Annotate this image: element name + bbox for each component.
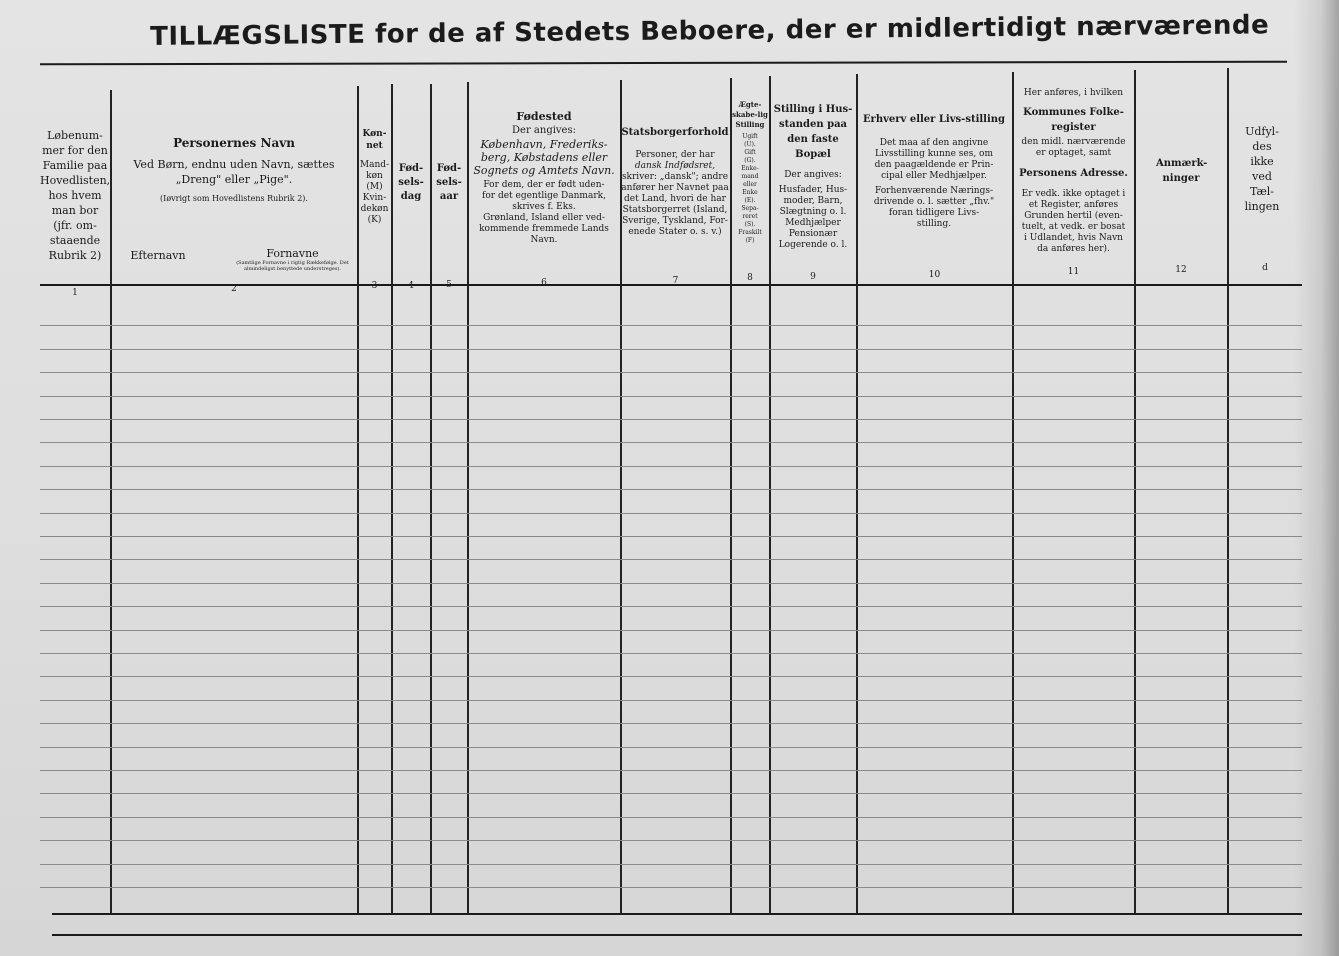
col-num-1: 1 <box>72 288 78 298</box>
entry-row-line <box>40 396 1302 397</box>
col-num-7: 7 <box>672 276 679 286</box>
entry-row-line <box>40 630 1302 631</box>
entry-row-line <box>40 700 1302 701</box>
entry-row-line <box>40 747 1302 748</box>
header-col-7: Statsborgerforhold Personer, der har dansk Indfødsret, skriver: „dansk"; andre anfører her Navnet paa det Land, hvori de har Statsborgerret (Island, Sverige, Tyskland, For- enede Stater o. s. v.) <box>621 127 729 237</box>
header-col-6: Fødested Der angives: København, Frederiks- berg, Købstadens eller Sognets og Amtets Navn. For dem, der er født uden- for det egentlige Danmark, skrives f. Eks. Grønland, Island eller ved- kommende fremmede Lands Navn. <box>473 110 615 245</box>
entry-row-line <box>40 349 1302 350</box>
col-num-d: d <box>1262 263 1268 273</box>
entry-row-line <box>40 489 1302 490</box>
entry-row-line <box>40 653 1302 654</box>
header-col-d: Udfyl- des ikke ved Tæl- lingen <box>1244 125 1280 213</box>
entry-row-line <box>40 606 1302 607</box>
header-col-8: Ægte-skabe-lig Stilling Ugift (U). Gift (G). Enke- mand eller Enke (E). Sepa- reret (S). Fraskilt (F) <box>732 100 768 244</box>
entry-row-line <box>40 325 1302 326</box>
entry-rows-area[interactable] <box>40 302 1302 914</box>
entry-row-line <box>40 466 1302 467</box>
entry-row-line <box>40 793 1302 794</box>
header-col-11: Her anføres, i hvilken Kommunes Folke-register den midl. nærværende er optaget, samt Personens Adresse. Er vedk. ikke optaget i et Register, anføres Grunden hertil (even- tuelt, at vedk. er bosat i Udlandet, hvis Navn da anføres her). <box>1019 88 1128 254</box>
entry-row-line <box>40 536 1302 537</box>
entry-row-line <box>40 419 1302 420</box>
col-num-11: 11 <box>1067 267 1080 277</box>
header-col-2-surname: Efternavn <box>130 250 186 261</box>
header-col-2-firstnames: Fornavne (Samtlige Fornavne i rigtig Rækkefølge. Det almindeligst benyttede understreges). <box>236 248 349 272</box>
entry-row-line <box>40 840 1302 841</box>
header-col-5: Fød-sels-aar <box>436 163 462 202</box>
entry-row-line <box>40 770 1302 771</box>
header-col-4: Fød-sels-dag <box>398 163 424 202</box>
entry-row-line <box>40 817 1302 818</box>
header-col-9: Stilling i Hus-standen paa den faste Bopæl Der angives: Husfader, Hus- moder, Barn, Slægtning o. l. Medhjælper Pensionær Logerende o. l. <box>773 104 853 250</box>
header-col-3: Køn-net Mand- køn (M) Kvin- dekøn (K) <box>359 129 390 225</box>
col-num-12: 12 <box>1175 265 1187 275</box>
col-num-9: 9 <box>810 272 816 282</box>
entry-row-line <box>40 513 1302 514</box>
header-col-2: Personernes Navn Ved Børn, endnu uden Navn, sættes „Dreng" eller „Pige". (Iøvrigt som Hovedlistens Rubrik 2). <box>133 136 335 203</box>
col-num-2: 2 <box>231 284 237 294</box>
entry-row-line <box>40 442 1302 443</box>
col-num-5: 5 <box>446 280 452 290</box>
entry-row-line <box>40 676 1302 677</box>
entry-row-line <box>40 864 1302 865</box>
header-col-1: Løbenum- mer for den Familie paa Hovedlisten, hos hvem man bor (jfr. om- staaende Rubrik 2) <box>40 129 110 262</box>
entry-row-line <box>40 559 1302 560</box>
col-num-8: 8 <box>747 273 753 283</box>
form-title: TILLÆGSLISTE for de af Stedets Beboere, der er midlertidigt nærværende <box>150 10 1270 52</box>
header-col-10: Erhverv eller Livs-stilling Det maa af den angivne Livsstilling kunne ses, om den paagældende er Prin- cipal eller Medhjælper. Forhenværende Nærings- drivende o. l. sætter „fhv." foran tidligere Livs- stilling. <box>862 114 1006 229</box>
header-col-12: Anmærk-ninger <box>1156 158 1208 184</box>
col-num-3: 3 <box>371 281 378 291</box>
entry-row-line <box>40 887 1302 888</box>
page-edge-shadow <box>1294 0 1339 956</box>
top-rule <box>40 61 1287 66</box>
entry-row-line <box>40 372 1302 373</box>
entry-row-line <box>40 723 1302 724</box>
entry-row-line <box>40 583 1302 584</box>
col-num-4: 4 <box>408 281 414 291</box>
col-num-10: 10 <box>928 270 941 280</box>
col-num-6: 6 <box>541 278 547 288</box>
page-bottom-rule <box>52 934 1302 936</box>
